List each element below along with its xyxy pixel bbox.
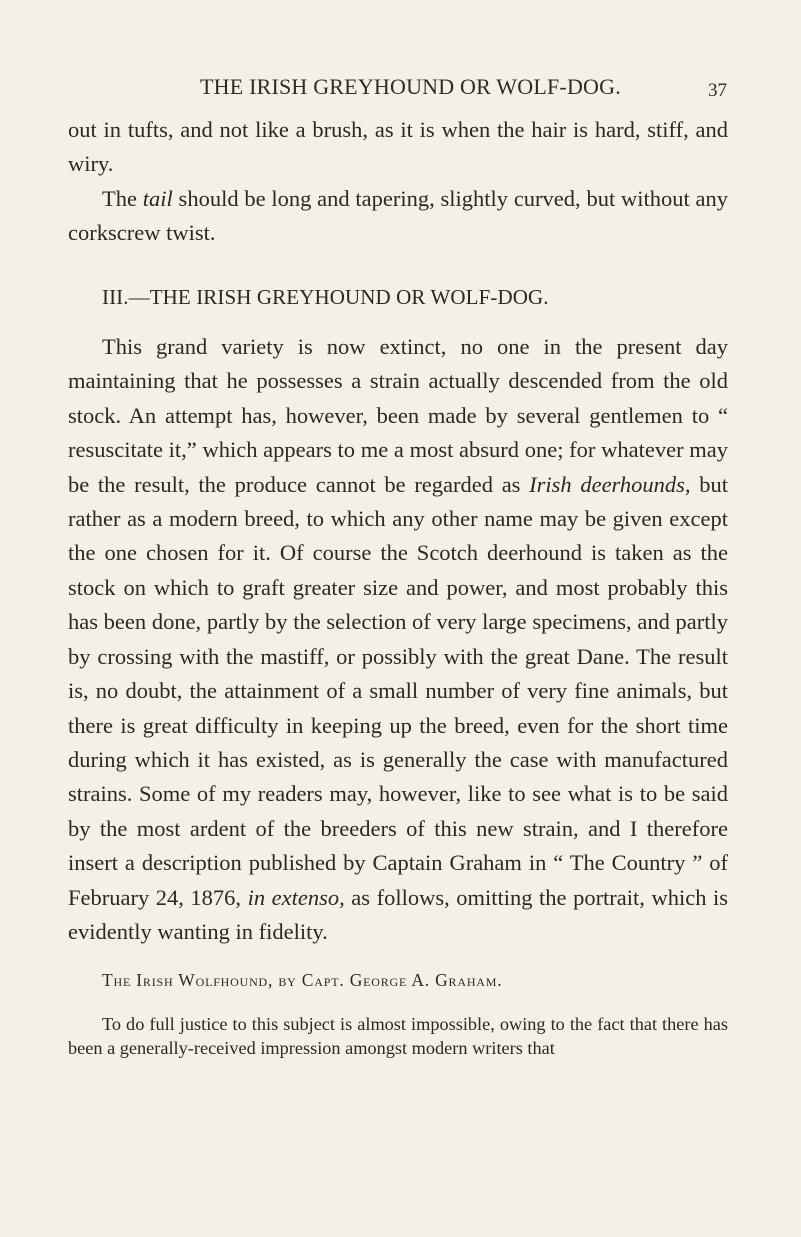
page-body [68,113,728,1060]
paragraph-irish-greyhound [68,330,728,949]
emphasis-in-extenso: in extenso, [247,884,345,910]
section-heading: III.—THE IRISH GREYHOUND OR WOLF-DOG. [102,284,549,309]
paragraph-text: should be long and tapering, slightly curved, but without any corkscrew twist. [68,185,728,246]
running-title: THE IRISH GREYHOUND OR WOLF-DOG. [200,74,621,99]
quoted-article-title: The Irish Wolfhound, by Capt. George A. Graham. [102,970,503,991]
paragraph-text: This grand variety is now extinct, no one in the present day maintaining that he possesses a strain actually descended from the old stock. An attempt has, however, been made by several gentlemen to “ resuscitate it,” which appears to me a most absurd one; for whatever may be the result, the produce cannot be regarded as [68,334,728,497]
paragraph-text: The [102,185,143,211]
paragraph-text: as follows, omitting the portrait, which is evidently wanting in fidelity. [68,884,728,944]
emphasis-irish-deerhounds: Irish deerhounds, [529,471,691,497]
emphasis-tail: tail [142,185,173,211]
paragraph-tail [68,182,728,251]
paragraph-hair: out in tufts, and not like a brush, as it is when the hair is hard, stiff, and wiry. [68,117,728,177]
paragraph-text: but rather as a modern breed, to which any other name may be given except the one chosen for it. Of course the Scotch deerhound is taken as the stock on which to graft greater size and power, and most probably this has been done, partly by the selection of very large specimens, and partly by crossing with the mastiff, or possibly with the great Dane. The result is, no doubt, the attainment of a small number of very fine animals, but there is great difficulty in keeping up the breed, even for the short time during which it has existed, as is generally the case with manufactured strains. Some of my readers may, however, like to see what is to be said by the most ardent of the breeders of this new strain, and I therefore insert a description published by Captain Graham in “ The Country ” of February 24, 1876, [68,471,728,910]
page-number: 37 [708,80,727,101]
quoted-article-text: To do full justice to this subject is almost impossible, owing to the fact that there has been a generally-received impression amongst modern writers that [68,1013,728,1058]
